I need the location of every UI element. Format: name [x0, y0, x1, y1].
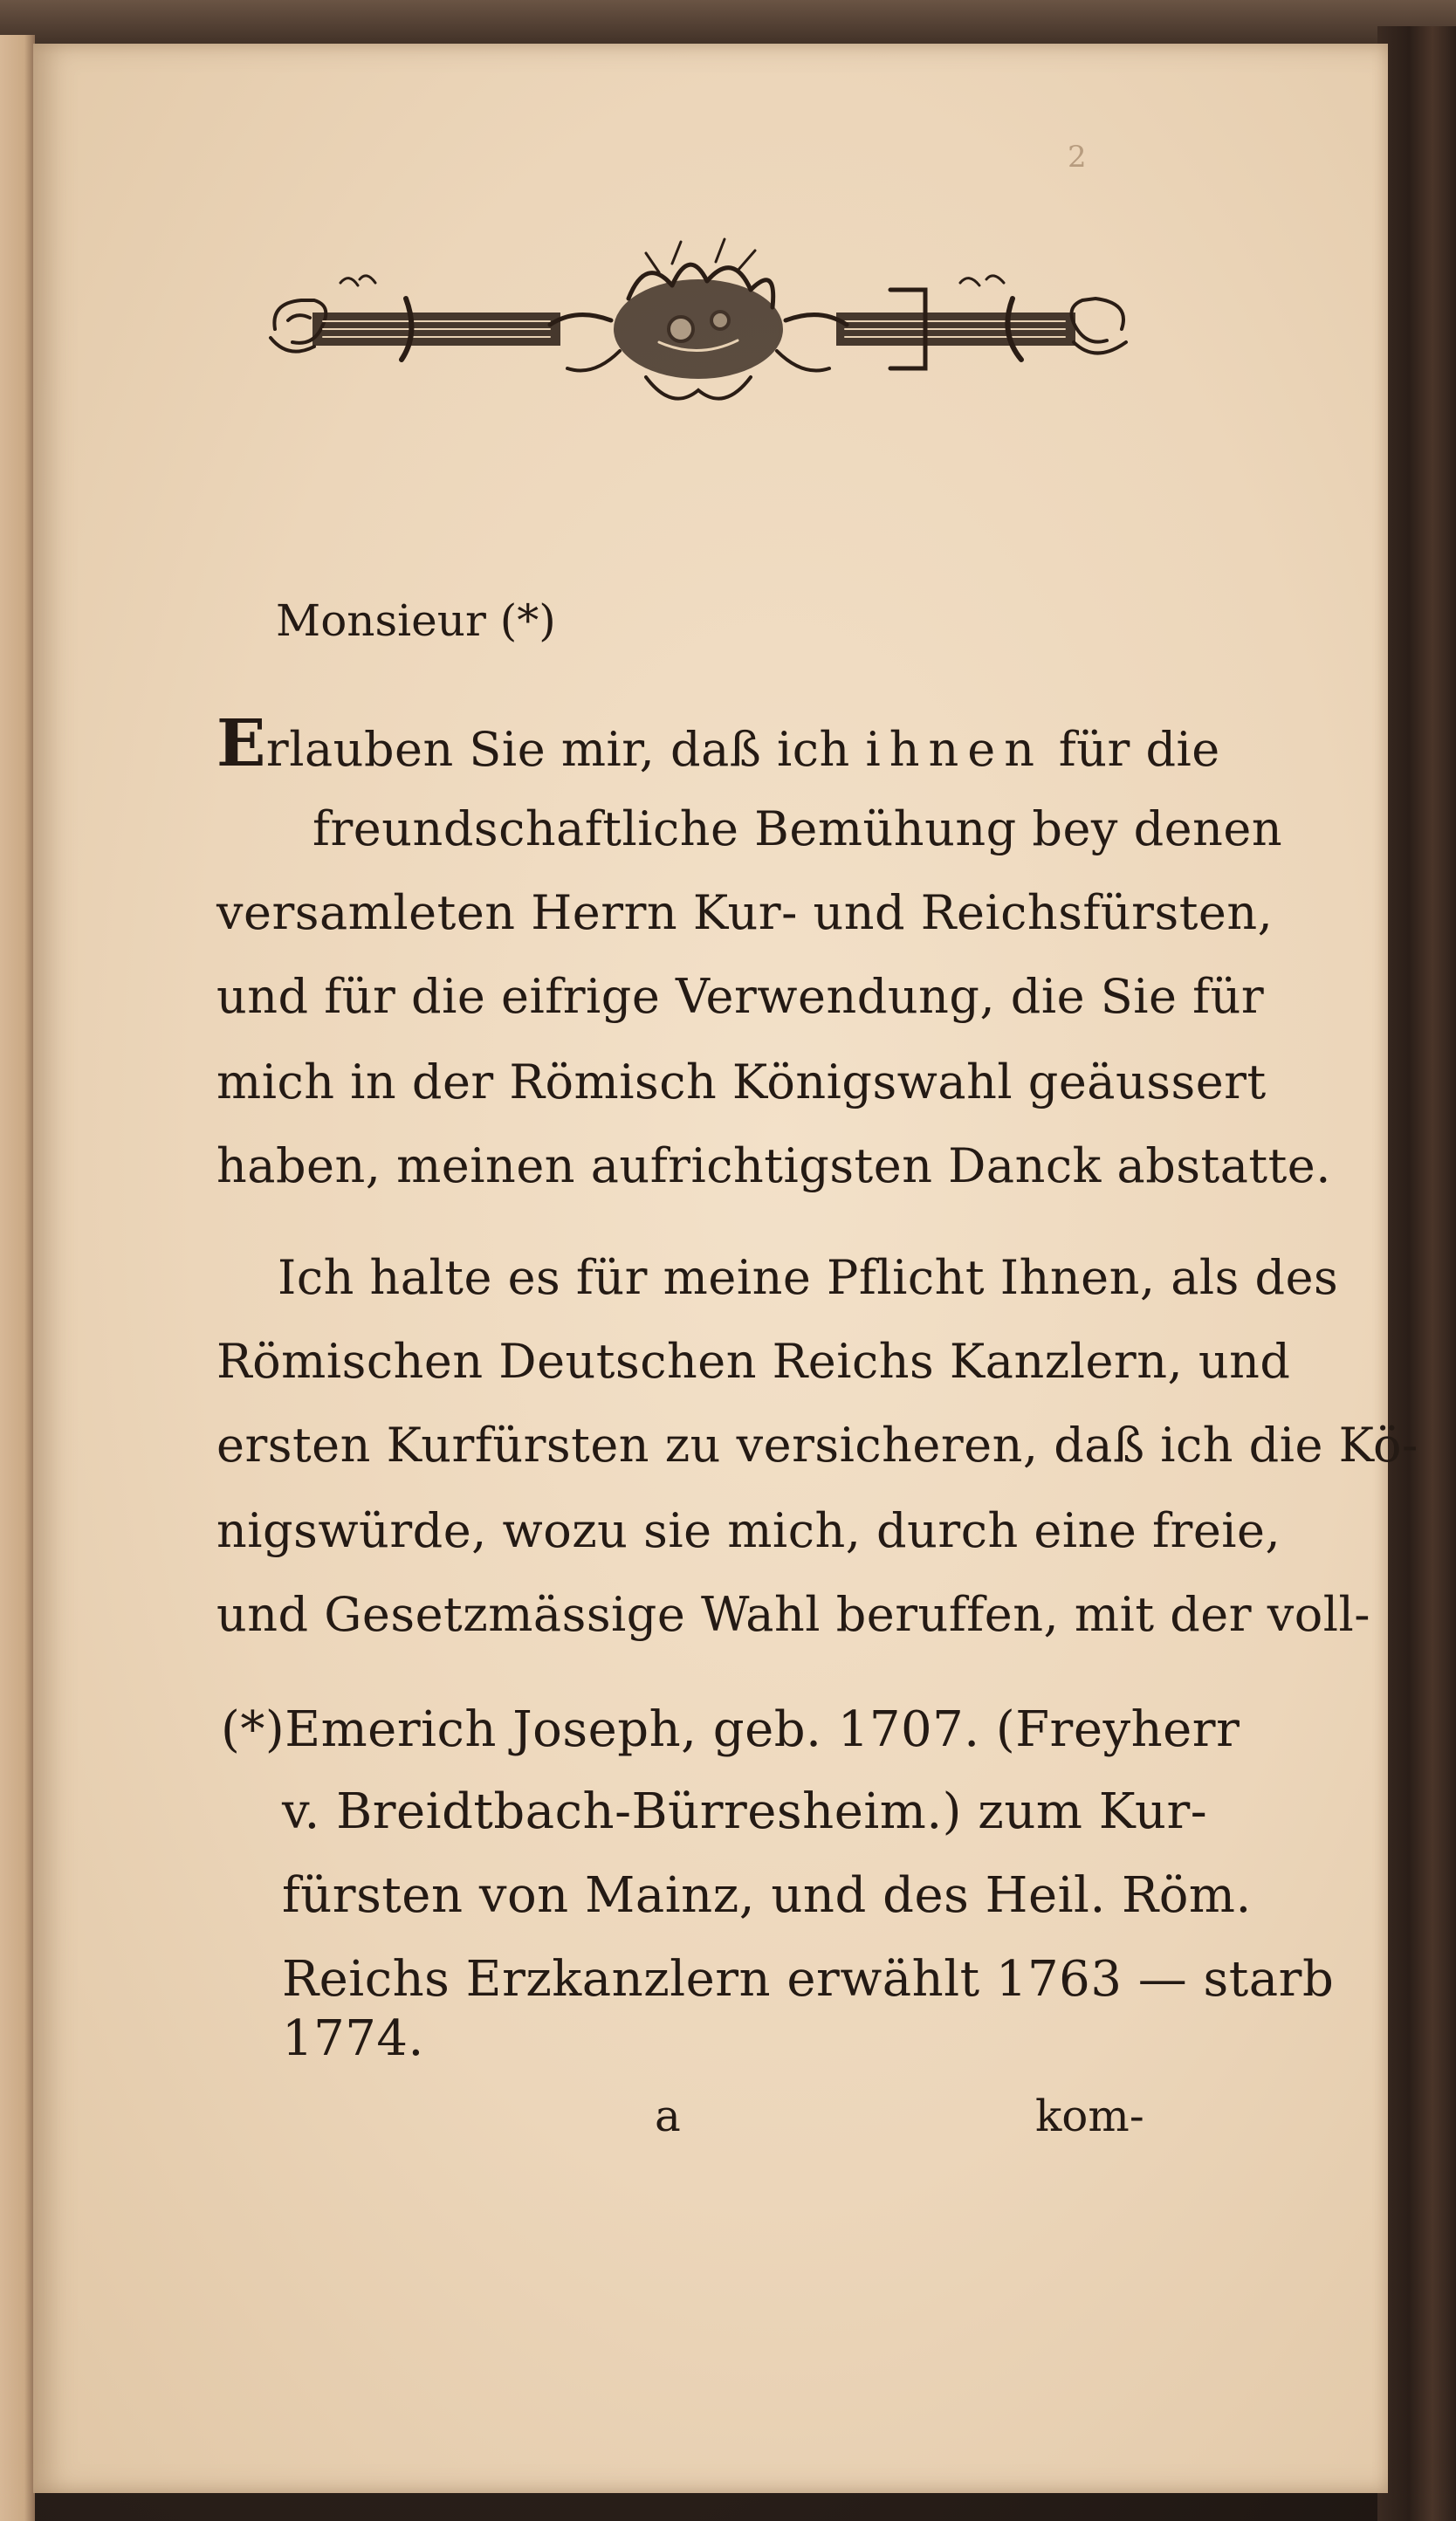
book-cover-edge [1377, 26, 1456, 2521]
footnote-line-1: (*)Emerich Joseph, geb. 1707. (Freyherr [221, 1701, 1240, 1758]
paragraph-2-line-3: ersten Kurfürsten zu versicheren, daß ich die Kö- [216, 1418, 1418, 1473]
text-span: rlauben Sie mir, daß ich [265, 722, 850, 777]
book-page [33, 44, 1418, 2493]
paragraph-1-line-4: und für die eifrige Verwendung, die Sie für [216, 969, 1265, 1024]
footnote-line-3: fürsten von Mainz, und des Heil. Röm. [282, 1867, 1252, 1924]
footnote-line-5: 1774. [282, 2010, 424, 2067]
paragraph-1-line-2: freundschaftliche Bemühung bey denen [312, 801, 1283, 856]
catchword: kom- [1035, 2091, 1144, 2141]
paragraph-2-line-4: nigswürde, wozu sie mich, durch eine freie, [216, 1503, 1281, 1558]
salutation: Monsieur (*) [276, 595, 556, 646]
paragraph-1-line-3: versamleten Herrn Kur- und Reichsfürsten, [216, 885, 1274, 940]
facing-page-edge [0, 35, 35, 2521]
page-text [33, 44, 1418, 2493]
paragraph-2-line-2: Römischen Deutschen Reichs Kanzlern, und [216, 1334, 1291, 1389]
footnote-line-2: v. Breidtbach-Bürresheim.) zum Kur- [282, 1783, 1208, 1840]
signature-mark: a [655, 2091, 681, 2141]
paragraph-2-line-5: und Gesetzmässige Wahl beruffen, mit der voll- [216, 1587, 1371, 1642]
paragraph-1-line-1 [216, 706, 1220, 781]
paragraph-2-line-1: Ich halte es für meine Pflicht Ihnen, als des [278, 1250, 1339, 1305]
paragraph-1-line-5: mich in der Römisch Königswahl geäussert [216, 1054, 1267, 1109]
paragraph-1-line-6: haben, meinen aufrichtigsten Danck abstatte. [216, 1138, 1331, 1193]
spaced-text: ihnen [865, 722, 1044, 777]
page-mark: 2 [1068, 140, 1087, 175]
drop-cap: E [216, 706, 266, 781]
text-span: für die [1058, 722, 1220, 777]
footnote-line-4: Reichs Erzkanzlern erwählt 1763 — starb [282, 1951, 1335, 2008]
